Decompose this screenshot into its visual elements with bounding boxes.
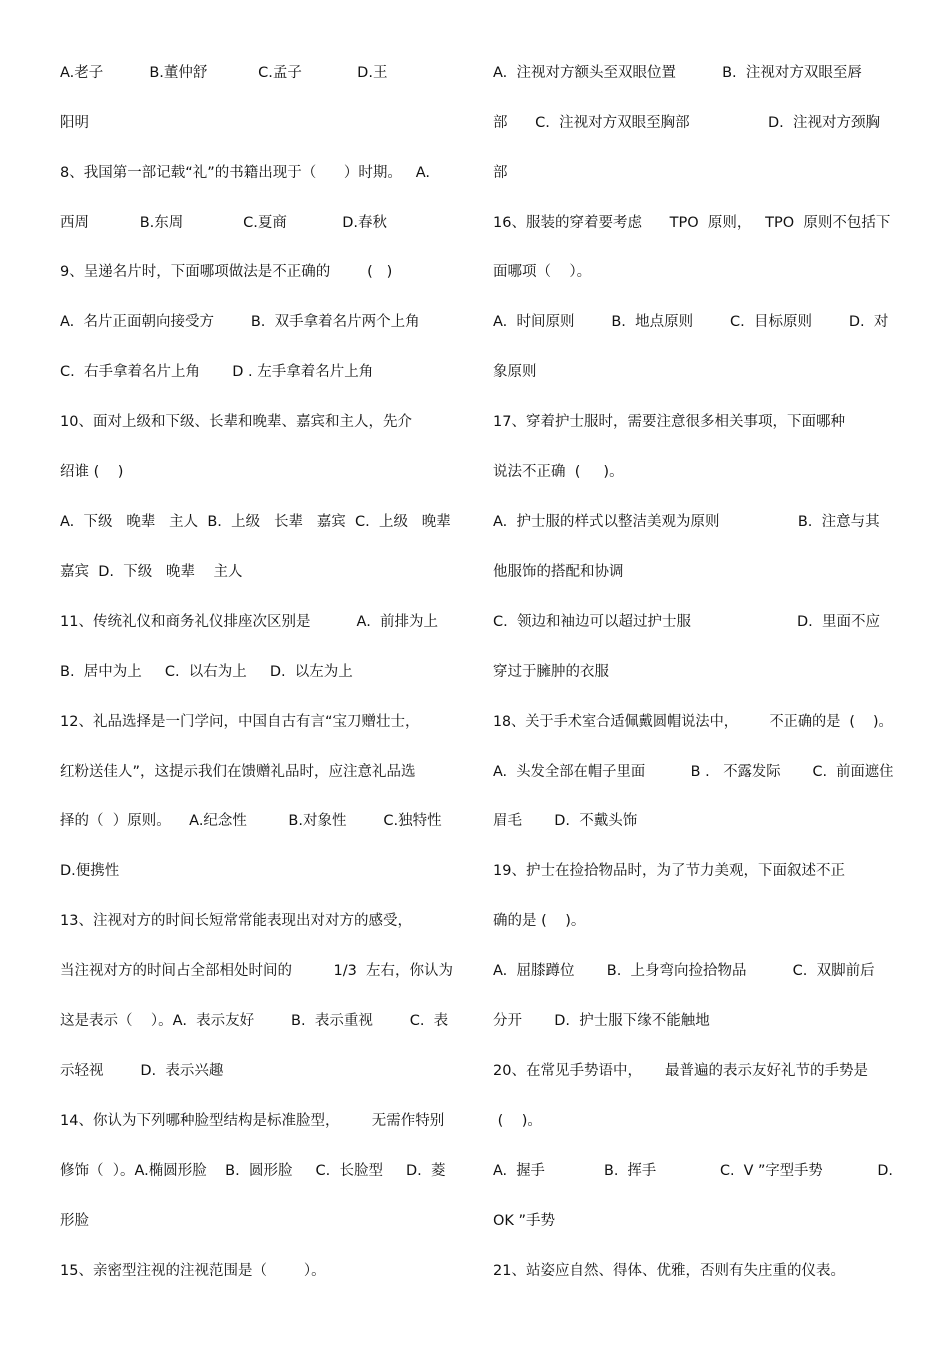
text-line: 14、你认为下列哪种脸型结构是标准脸型， 无需作特别 [60,1113,445,1129]
text-line: 西周 B.东周 C.夏商 D.春秋 [60,215,387,231]
text-line: 当注视对方的时间占全部相处时间的 1/3 左右，你认为 [60,963,454,979]
text-line: 12、礼品选择是一门学问，中国自古有言“宝刀赠壮士， [60,714,420,730]
text-line: A. 时间原则 B. 地点原则 C. 目标原则 D. 对 [493,314,889,330]
text-line: A. 下级 晚辈 主人 B. 上级 长辈 嘉宾 C. 上级 晚辈 [60,514,451,530]
text-line: 形脸 [60,1213,89,1229]
text-line: 示轻视 D. 表示兴趣 [60,1063,224,1079]
text-line: 象原则 [493,364,537,380]
text-line: 11、传统礼仪和商务礼仪排座次区别是 A. 前排为上 [60,614,439,630]
text-line: A. 握手 B. 挥手 C. V ”字型手势 D. [493,1163,893,1179]
text-line: 嘉宾 D. 下级 晚辈 主人 [60,564,243,580]
text-line: OK ”手势 [493,1213,556,1229]
text-line: 择的（ ）原则。 A.纪念性 B.对象性 C.独特性 [60,813,442,829]
text-line: 部 [493,165,508,181]
text-line: 15、亲密型注视的注视范围是（ ）。 [60,1263,326,1279]
text-line: 穿过于臃肿的衣服 [493,664,609,680]
text-line: 17、穿着护士服时，需要注意很多相关事项，下面哪种 [493,414,845,430]
text-line: 13、注视对方的时间长短常常能表现出对对方的感受， [60,913,412,929]
text-line: 9、呈递名片时，下面哪项做法是不正确的 ( ) [60,264,393,280]
text-line: 说法不正确 ( )。 [493,464,624,480]
text-line: 10、面对上级和下级、长辈和晚辈、嘉宾和主人，先介 [60,414,412,430]
text-line: 眉毛 D. 不戴头饰 [493,813,638,829]
text-line: 16、服装的穿着要考虑 TPO 原则， TPO 原则不包括下 [493,215,891,231]
text-line: 绍谁 ( ) [60,464,124,480]
text-line: C. 领边和袖边可以超过护士服 D. 里面不应 [493,614,880,630]
text-line: 19、护士在捡拾物品时，为了节力美观，下面叙述不正 [493,863,845,879]
text-line: A. 护士服的样式以整洁美观为原则 B. 注意与其 [493,514,880,530]
text-line: 确的是 ( )。 [493,913,586,929]
text-line: 阳明 [60,115,89,131]
text-line: A. 屈膝蹲位 B. 上身弯向捡拾物品 C. 双脚前后 [493,963,875,979]
text-line: 这是表示（ ）。A. 表示友好 B. 表示重视 C. 表 [60,1013,449,1029]
text-line: 红粉送佳人”，这提示我们在馈赠礼品时，应注意礼品选 [60,764,416,780]
text-line: C. 右手拿着名片上角 D . 左手拿着名片上角 [60,364,374,380]
text-line: 修饰（ ）。A.椭圆形脸 B. 圆形脸 C. 长脸型 D. 菱 [60,1163,446,1179]
text-line: B. 居中为上 C. 以右为上 D. 以左为上 [60,664,353,680]
text-line: D.便携性 [60,863,120,879]
text-line: 8、我国第一部记载“礼”的书籍出现于（ ）时期。 A. [60,165,431,181]
text-line: A. 头发全部在帽子里面 B . 不露发际 C. 前面遮住 [493,764,894,780]
text-line: A.老子 B.董仲舒 C.孟子 D.王 [60,65,388,81]
text-line: 部 C. 注视对方双眼至胸部 D. 注视对方颈胸 [493,115,880,131]
text-line: 21、站姿应自然、得体、优雅，否则有失庄重的仪表。 [493,1263,845,1279]
text-line: 18、关于手术室合适佩戴圆帽说法中， 不正确的是 ( )。 [493,714,893,730]
text-line: 他服饰的搭配和协调 [493,564,624,580]
text-line: 20、在常见手势语中， 最普遍的表示友好礼节的手势是 [493,1063,868,1079]
text-line: 分开 D. 护士服下缘不能触地 [493,1013,710,1029]
text-line: A. 注视对方额头至双眼位置 B. 注视对方双眼至唇 [493,65,862,81]
text-line: ( )。 [493,1113,542,1129]
text-line: A. 名片正面朝向接受方 B. 双手拿着名片两个上角 [60,314,420,330]
text-line: 面哪项（ ）。 [493,264,592,280]
